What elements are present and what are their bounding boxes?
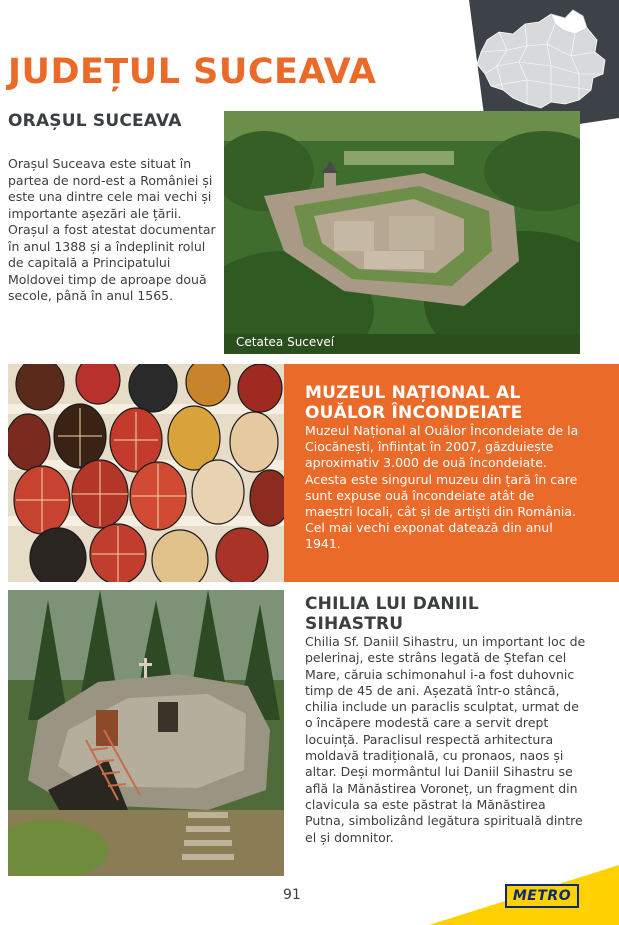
section-heading-city: ORAȘUL SUCEAVA — [8, 111, 182, 131]
section-heading-hermit: CHILIA LUI DANIIL SIHASTRU — [305, 594, 479, 634]
section-body-city: Orașul Suceava este situat în partea de nord-est a României și este una dintre cele mai vechi și importante așezări ale țării. Orașul a fost atestat documentar în anul 1388 și a îndeplinit rolul de capitală a Principatului Moldovei timp de aproape două secole, până în anul 1565. — [8, 156, 216, 303]
hermit-cell-photo — [8, 590, 284, 876]
citadel-photo — [224, 111, 580, 354]
page-number: 91 — [283, 887, 301, 903]
page-title: JUDEȚUL SUCEAVA — [8, 52, 377, 92]
section-body-museum: Muzeul Național al Ouălor Încondeiate de la Ciocănești, înființat în 2007, găzduiește aproximativ 3.000 de ouă încondeiate. Acesta este singurul muzeu din țară în care sunt expuse ouă încondeiate atât de maeștri locali, cât și de artiști din România. Cel mai vechi exponat datează din anul 1941. — [305, 423, 579, 552]
metro-logo — [505, 884, 579, 908]
section-body-hermit: Chilia Sf. Daniil Sihastru, un important loc de pelerinaj, este strâns legată de Ștefan cel Mare, căruia schimonahul i-a fost duhovnic timp de 45 de ani. Așezată într-o stâncă, chilia include un paraclis sculptat, urmat de o încăpere modestă care a servit drept locuință. Paraclisul respectă arhitectura moldavă tradițională, cu pronaos, naos și altar. Deși mormântul lui Daniil Sihastru se află la Mănăstirea Voroneț, un fragment din clavicula sa este păstrat la Mănăstirea Putna, simbolizând legătura spirituală dintre el și domnitor. — [305, 634, 586, 845]
section-heading-museum: MUZEUL NAȚIONAL AL OUĂLOR ÎNCONDEIATE — [305, 383, 523, 423]
citadel-caption: Cetatea Suceveí — [236, 335, 335, 349]
metro-logo-text: METRO — [512, 888, 572, 904]
painted-eggs-photo — [8, 364, 284, 582]
